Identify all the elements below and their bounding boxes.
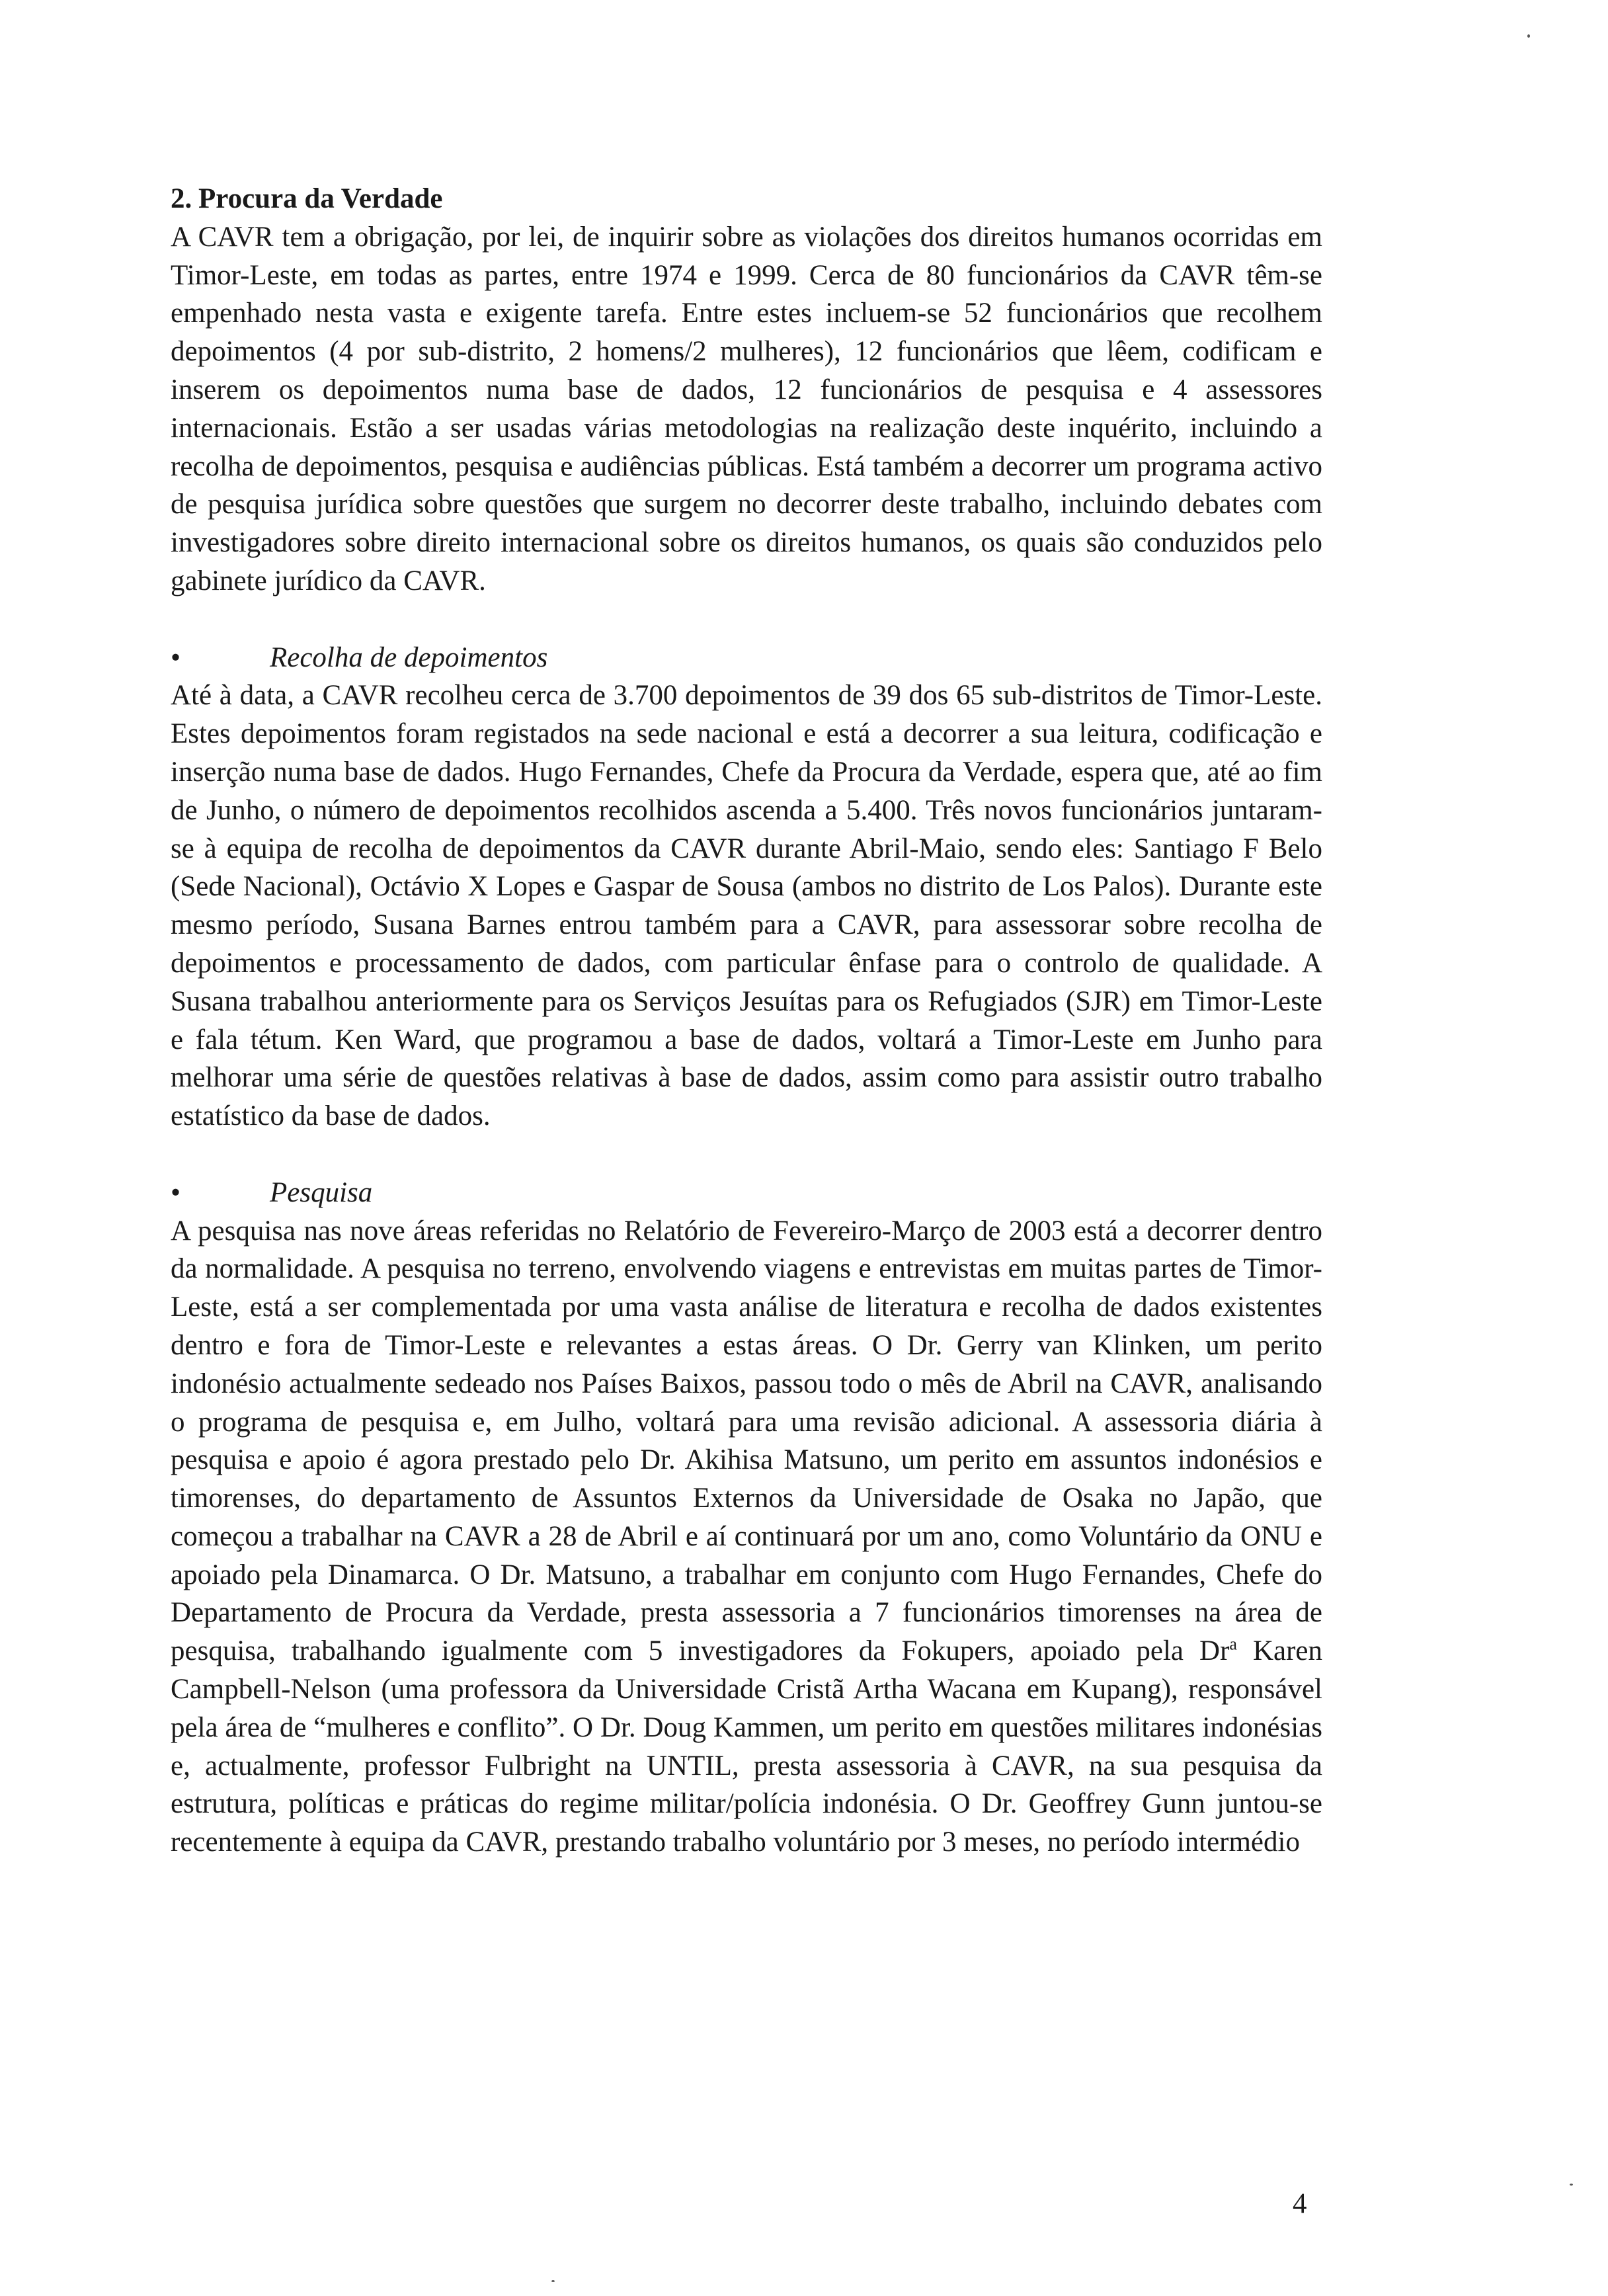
scan-speck (1570, 2184, 1573, 2186)
subsection-title: Recolha de depoimentos (270, 641, 548, 673)
section-intro-paragraph: A CAVR tem a obrigação, por lei, de inquirir sobre as violações dos direitos humanos ocorridas em Timor-Leste, em todas as partes, entre 1974 e 1999. Cerca de 80 funcionários da CAVR têm-se empenhado nesta vasta e exigente tarefa. Entre estes incluem-se 52 funcionários que recolhem depoimentos (4 por sub-distrito, 2 homens/2 mulheres), 12 funcionários que lêem, codificam e inserem os depoimentos numa base de dados, 12 funcionários de pesquisa e 4 assessores internacionais. Estão a ser usadas várias metodologias na realização deste inquérito, incluindo a recolha de depoimentos, pesquisa e audiências públicas. Está também a decorrer um programa activo de pesquisa jurídica sobre questões que surgem no decorrer deste trabalho, incluindo debates com investigadores sobre direito internacional sobre os direitos humanos, os quais são conduzidos pelo gabinete jurídico da CAVR. (171, 221, 1322, 596)
main-content (171, 180, 1322, 1862)
paragraph-spacer (171, 1135, 1322, 1174)
paragraph-spacer (171, 600, 1322, 639)
paragraph-text-part: Karen Campbell-Nelson (uma professora da Universidade Cristã Artha Wacana em Kupang), responsável pela área de “mulheres e conflito”. O Dr. Doug Kammen, um perito em questões militares indonésias e, actualmente, professor Fulbright na UNTIL, presta assessoria à CAVR, na sua pesquisa da estrutura, políticas e práticas do regime militar/polícia indonésia. O Dr. Geoffrey Gunn juntou-se recentemente à equipa da CAVR, prestando trabalho voluntário por 3 meses, no período intermédio (171, 1635, 1322, 1858)
subsection-heading-pesquisa (171, 1174, 1322, 1212)
page-number: 4 (1293, 2188, 1307, 2219)
paragraph-text-part: A pesquisa nas nove áreas referidas no Relatório de Fevereiro-Março de 2003 está a decorrer dentro da normalidade. A pesquisa no terreno, envolvendo viagens e entrevistas em muitas partes de Timor-Leste, está a ser complementada por uma vasta análise de literatura e recolha de dados existentes dentro e fora de Timor-Leste e relevantes a estas áreas. O Dr. Gerry van Klinken, um perito indonésio actualmente sedeado nos Países Baixos, passou todo o mês de Abril na CAVR, analisando o programa de pesquisa e, em Julho, voltará para uma revisão adicional. A assessoria diária à pesquisa e apoio é agora prestado pelo Dr. Akihisa Matsuno, um perito em assuntos indonésios e timorenses, do departamento de Assuntos Externos da Universidade de Osaka no Japão, que começou a trabalhar na CAVR a 28 de Abril e aí continuará por um ano, como Voluntário da ONU e apoiado pela Dinamarca. O Dr. Matsuno, a trabalhar em conjunto com Hugo Fernandes, Chefe do Departamento de Procura da Verdade, presta assessoria a 7 funcionários timorenses na área de pesquisa, trabalhando igualmente com 5 investigadores da Fokupers, apoiado pela Dr (171, 1215, 1322, 1667)
superscript-a: a (1229, 1634, 1237, 1654)
bullet-icon: • (171, 641, 181, 673)
subsection-paragraph-recolha: Até à data, a CAVR recolheu cerca de 3.700 depoimentos de 39 dos 65 sub-distritos de Timor-Leste. Estes depoimentos foram registados na sede nacional e está a decorrer a sua leitura, codificação e inserção numa base de dados. Hugo Fernandes, Chefe da Procura da Verdade, espera que, até ao fim de Junho, o número de depoimentos recolhidos ascenda a 5.400. Três novos funcionários juntaram-se à equipa de recolha de depoimentos da CAVR durante Abril-Maio, sendo eles: Santiago F Belo (Sede Nacional), Octávio X Lopes e Gaspar de Sousa (ambos no distrito de Los Palos). Durante este mesmo período, Susana Barnes entrou também para a CAVR, para assessorar sobre recolha de depoimentos e processamento de dados, com particular ênfase para o controlo de qualidade. A Susana trabalhou anteriormente para os Serviços Jesuítas para os Refugiados (SJR) em Timor-Leste e fala tétum. Ken Ward, que programou a base de dados, voltará a Timor-Leste em Junho para melhorar uma série de questões relativas à base de dados, assim como para assistir outro trabalho estatístico da base de dados. (171, 680, 1322, 1132)
subsection-title: Pesquisa (270, 1176, 373, 1208)
bullet-icon: • (171, 1176, 181, 1208)
subsection-heading-recolha (171, 639, 1322, 677)
section-number: 2. (171, 183, 192, 214)
section-heading (171, 180, 1322, 218)
scan-speck (551, 2280, 555, 2282)
section-title: Procura da Verdade (198, 183, 443, 214)
subsection-paragraph-pesquisa (171, 1212, 1322, 1862)
scan-speck (1527, 34, 1530, 38)
